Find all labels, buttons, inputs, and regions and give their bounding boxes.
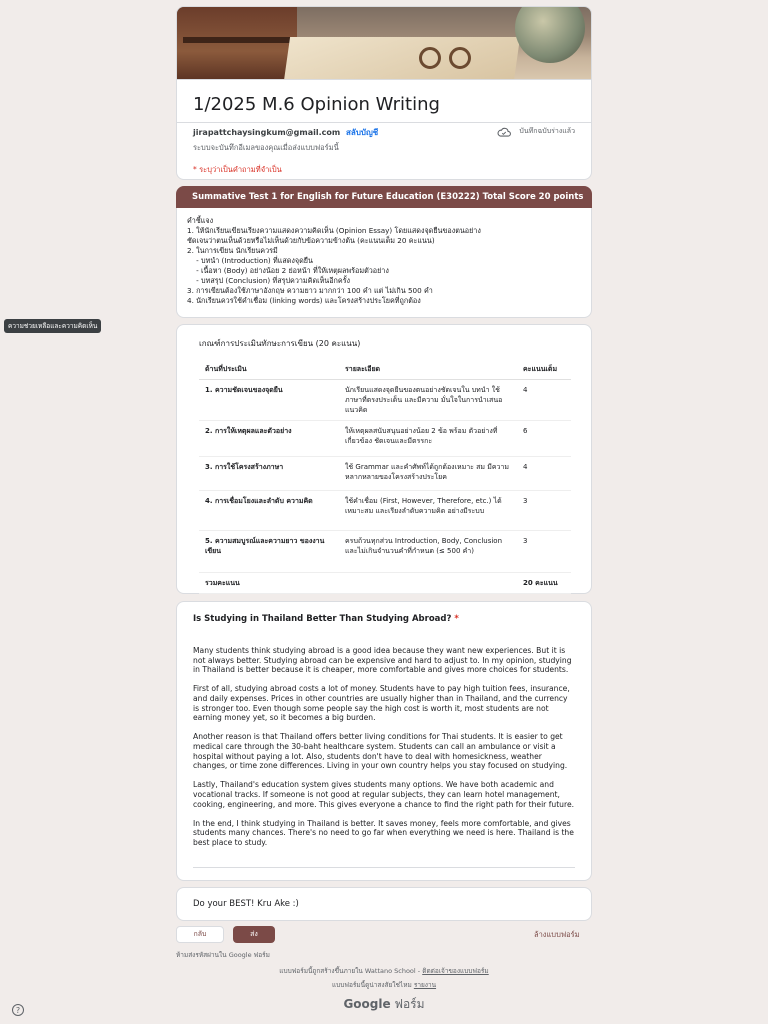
instruction-line: - เนื้อหา (Body) อย่างน้อย 2 ย่อหน้า ที่ให้เหตุผลพร้อมตัวอย่าง bbox=[187, 266, 389, 275]
rubric-score: 6 bbox=[517, 421, 571, 457]
account-email: jirapattchaysingkum@gmail.com bbox=[193, 128, 341, 137]
suspicious-text: แบบฟอร์มนี้ดูน่าสงสัยใช่ไหม bbox=[331, 981, 412, 989]
required-asterisk: * bbox=[454, 614, 459, 624]
instruction-line: ชัดเจนว่าตนเห็นด้วยหรือไม่เห็นด้วยกับข้อความข้างต้น (คะแนนเต็ม 20 คะแนน) bbox=[187, 236, 435, 245]
report-row bbox=[0, 980, 768, 990]
help-icon[interactable]: ? bbox=[12, 1004, 24, 1016]
table-row bbox=[199, 421, 571, 457]
rubric-criterion: 1. ความชัดเจนของจุดยืน bbox=[199, 380, 339, 421]
rubric-score: 3 bbox=[517, 491, 571, 531]
question-title bbox=[193, 614, 575, 624]
rubric-header-detail: รายละเอียด bbox=[339, 360, 517, 380]
instruction-line: 3. การเขียนต้องใช้ภาษาอังกฤษ ความยาว มากกว่า 100 คำ แต่ ไม่เกิน 500 คำ bbox=[187, 286, 433, 295]
created-in-text: แบบฟอร์มนี้ถูกสร้างขึ้นภายใน Wattano School - bbox=[279, 967, 421, 975]
rubric-card bbox=[176, 324, 592, 594]
essay-question-card bbox=[176, 601, 592, 881]
rubric-header-criterion: ด้านที่ประเมิน bbox=[199, 360, 339, 380]
answer-paragraph: Another reason is that Thailand offers better living conditions for Thai students. It is easier to get medical care through the 30-baht healthcare system. Students can call an ambulance or visit a hospital without paying a lot. Also, students don't have to deal with homesickness, weather changes, or time zone differences. Living in your own country helps you stay focused on studying. bbox=[193, 732, 568, 771]
rubric-detail: ให้เหตุผลสนับสนุนอย่างน้อย 2 ข้อ พร้อม ตัวอย่างที่เกี่ยวข้อง ชัดเจนและมีตรรกะ bbox=[339, 421, 517, 457]
closing-text: Do your BEST! Kru Ake :) bbox=[193, 899, 299, 909]
required-note: * ระบุว่าเป็นคำถามที่จำเป็น bbox=[193, 165, 282, 174]
rubric-detail: ใช้ Grammar และคำศัพท์ได้ถูกต้องเหมาะ สม มีความหลากหลายของโครงสร้างประโยค bbox=[339, 457, 517, 491]
rubric-criterion: 4. การเชื่อมโยงและลำดับ ความคิด bbox=[199, 491, 339, 531]
header-banner-image bbox=[176, 6, 592, 80]
rubric-detail: ครบถ้วนทุกส่วน Introduction, Body, Conclusion และไม่เกินจำนวนคำที่กำหนด (≤ 500 คำ) bbox=[339, 531, 517, 573]
globe-graphic bbox=[515, 6, 585, 63]
password-warning: ห้ามส่งรหัสผ่านใน Google ฟอร์ม bbox=[176, 951, 270, 959]
title-divider bbox=[177, 122, 591, 123]
glasses-graphic bbox=[419, 47, 479, 69]
form-title: 1/2025 M.6 Opinion Writing bbox=[193, 94, 440, 115]
help-tooltip: ความช่วยเหลือและความคิดเห็น bbox=[4, 319, 101, 333]
google-forms-logo[interactable] bbox=[0, 995, 768, 1014]
switch-account-link[interactable]: สลับบัญชี bbox=[346, 128, 379, 137]
rubric-detail: ใช้คำเชื่อม (First, However, Therefore, etc.) ได้เหมาะสม และเรียงลำดับความคิด อย่างมีระบบ bbox=[339, 491, 517, 531]
answer-paragraph: First of all, studying abroad costs a lot of money. Students have to pay high tuition fees, insurance, and daily expenses. Prices in other countries are usually higher than in Thailand, and the currency is stronger too. Even though some people say the high cost is worth it, most students are not earning money yet, so it becomes a big burden. bbox=[193, 684, 570, 723]
rubric-total-label: รวมคะแนน bbox=[199, 573, 339, 594]
question-text: Is Studying in Thailand Better Than Studying Abroad? bbox=[193, 614, 452, 624]
rubric-header-row bbox=[199, 360, 571, 380]
rubric-detail: นักเรียนแสดงจุดยืนของตนอย่างชัดเจนใน บทนำ ใช้ภาษาที่ตรงประเด็น และมีความ มั่นใจในการนำเสนอแนวคิด bbox=[339, 380, 517, 421]
instruction-line: คำชี้แจง bbox=[187, 216, 214, 225]
account-row bbox=[193, 126, 378, 139]
contact-owner-link[interactable]: ติดต่อเจ้าของแบบฟอร์ม bbox=[422, 967, 489, 975]
table-row bbox=[199, 531, 571, 573]
rubric-total-row bbox=[199, 573, 571, 594]
closing-card bbox=[176, 887, 592, 921]
google-wordmark: Google bbox=[343, 997, 391, 1011]
answer-paragraph: Lastly, Thailand's education system gives students many options. We have both academic and vocational tracks. If someone is not good at regular subjects, they can learn hotel management, cooking, engineering, and more. This gives everyone a chance to find the right path for their future. bbox=[193, 780, 575, 809]
forms-wordmark: ฟอร์ม bbox=[394, 997, 425, 1011]
answer-paragraph: Many students think studying abroad is a good idea because they want new experiences. But it is not always better. Studying abroad can be expensive and hard to adjust to. In my opinion, studying in Thailand is better because it is cheaper, more comfortable and gives more choices for students. bbox=[193, 646, 572, 675]
rubric-criterion: 2. การให้เหตุผลและตัวอย่าง bbox=[199, 421, 339, 457]
draft-saved-status bbox=[497, 126, 575, 137]
email-record-notice: ระบบจะบันทึกอีเมลของคุณเมื่อส่งแบบฟอร์มนี้ bbox=[193, 143, 339, 152]
instruction-line: 1. ให้นักเรียนเขียนเรียงความแสดงความคิดเห็น (Opinion Essay) โดยแสดงจุดยืนของตนอย่าง bbox=[187, 226, 481, 235]
rubric-total-empty bbox=[339, 573, 517, 594]
instruction-line: - บทสรุป (Conclusion) ที่สรุปความคิดเห็นอีกครั้ง bbox=[187, 276, 351, 285]
section-description bbox=[176, 208, 592, 318]
submit-button[interactable]: ส่ง bbox=[233, 926, 275, 943]
form-title-card bbox=[176, 80, 592, 180]
rubric-header-score: คะแนนเต็ม bbox=[517, 360, 571, 380]
map-graphic bbox=[284, 37, 520, 80]
back-button[interactable]: กลับ bbox=[176, 926, 224, 943]
clear-form-button[interactable]: ล้างแบบฟอร์ม bbox=[534, 930, 580, 939]
rubric-table bbox=[199, 360, 571, 594]
rubric-title: เกณฑ์การประเมินทักษะการเขียน (20 คะแนน) bbox=[199, 339, 361, 348]
draft-saved-text: บันทึกฉบับร่างแล้ว bbox=[519, 127, 575, 135]
rubric-score: 4 bbox=[517, 380, 571, 421]
suitcase-graphic bbox=[177, 7, 297, 80]
report-link[interactable]: รายงาน bbox=[413, 981, 437, 989]
form-origin-note bbox=[0, 966, 768, 976]
answer-paragraph: In the end, I think studying in Thailand is better. It saves money, feels more comfortable, and gives students many chances. There's no need to go far when everything we need is here. Thailand is the best place to study. bbox=[193, 818, 574, 847]
answer-underline bbox=[193, 867, 575, 868]
table-row bbox=[199, 457, 571, 491]
instruction-line: - บทนำ (Introduction) ที่แสดงจุดยืน bbox=[187, 256, 313, 265]
section-header: Summative Test 1 for English for Future Education (E30222) Total Score 20 points bbox=[176, 186, 592, 208]
table-row bbox=[199, 380, 571, 421]
instruction-line: 2. ในการเขียน นักเรียนควรมี bbox=[187, 246, 278, 255]
rubric-criterion: 3. การใช้โครงสร้างภาษา bbox=[199, 457, 339, 491]
rubric-criterion: 5. ความสมบูรณ์และความยาว ของงานเขียน bbox=[199, 531, 339, 573]
instruction-line: 4. นักเรียนควรใช้คำเชื่อม (linking words) และโครงสร้างประโยคที่ถูกต้อง bbox=[187, 296, 421, 305]
rubric-score: 4 bbox=[517, 457, 571, 491]
rubric-score: 3 bbox=[517, 531, 571, 573]
table-row bbox=[199, 491, 571, 531]
answer-textarea[interactable] bbox=[193, 646, 575, 847]
rubric-total-score: 20 คะแนน bbox=[517, 573, 571, 594]
cloud-icon bbox=[497, 127, 511, 137]
